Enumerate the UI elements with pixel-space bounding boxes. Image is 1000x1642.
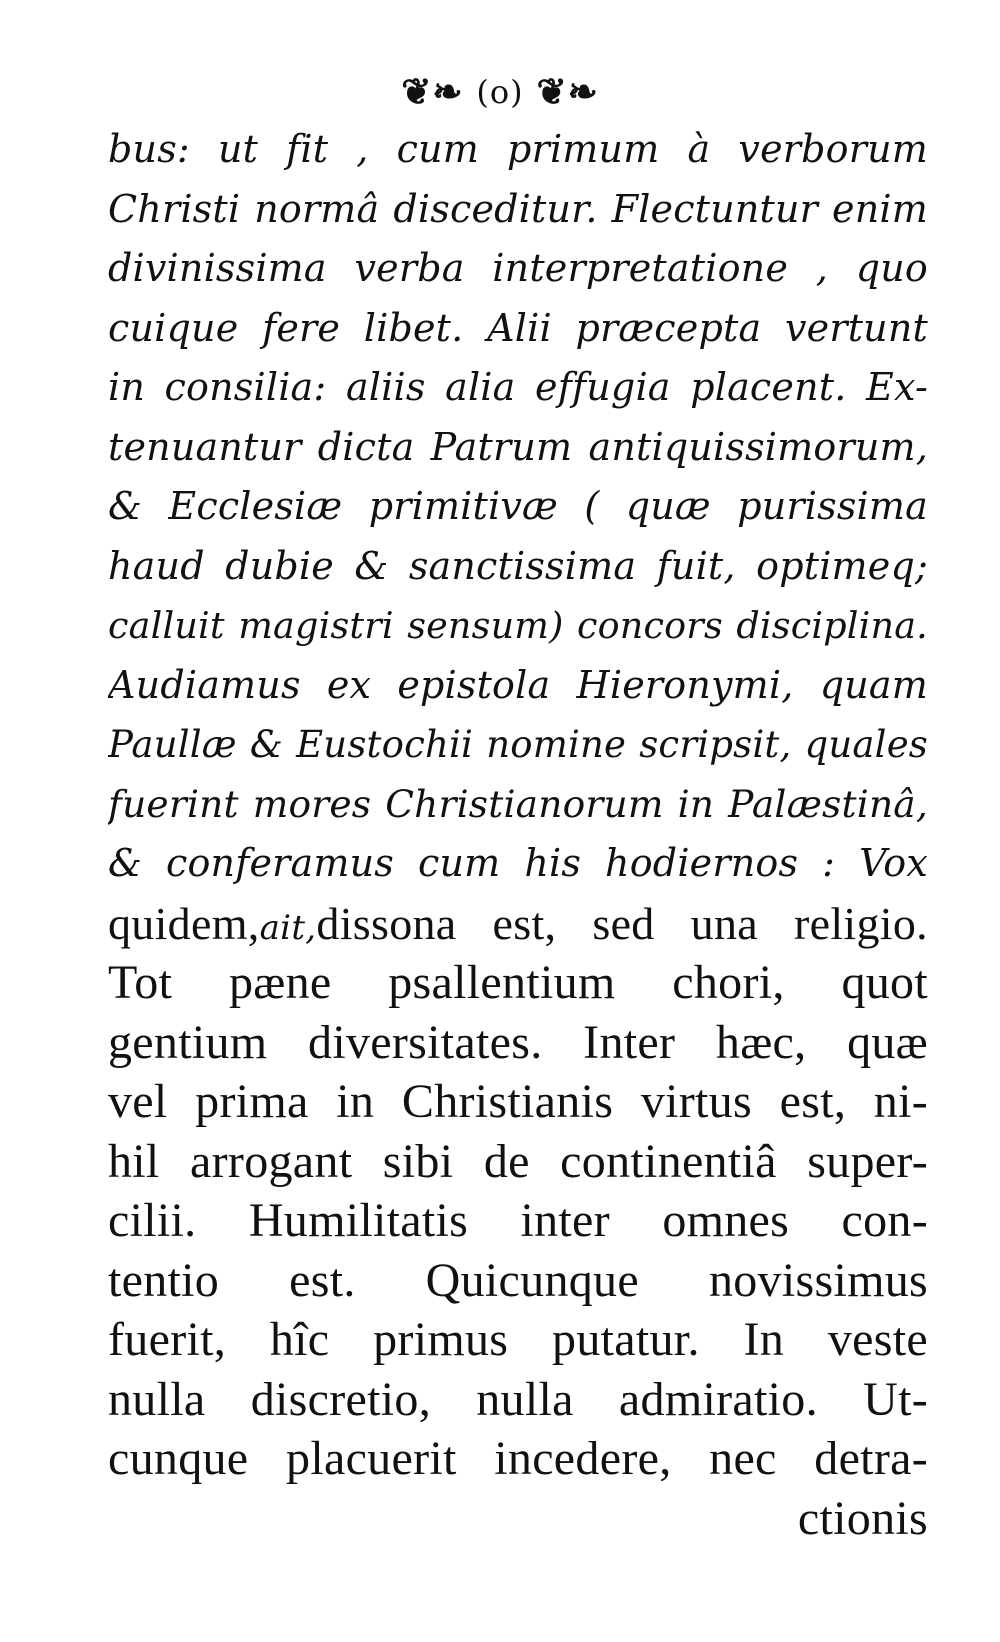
- mixed-block: [108, 894, 928, 954]
- text-line: vel prima in Christianis virtus est, ni-: [108, 1075, 928, 1128]
- catchword: ctionis: [797, 1491, 928, 1545]
- text-line: Christi normâ disceditur. Flectuntur enim: [108, 186, 928, 231]
- text-fragment: quidem,: [108, 897, 260, 949]
- italic-block: [108, 120, 928, 894]
- text-line: Paullæ & Eustochii nomine scripsit, quales: [108, 723, 928, 766]
- ornament-left-icon: ❦❧: [401, 71, 464, 113]
- text-line: cunque placuerit incedere, nec detra-: [108, 1432, 928, 1485]
- text-line: cuique fere libet. Alii præcepta vertunt: [108, 305, 928, 350]
- text-line: Audiamus ex epistola Hieronymi, quam: [108, 662, 928, 707]
- text-line: & conferamus cum his hodiernos : Vox: [108, 841, 928, 885]
- text-line: [108, 894, 928, 954]
- text-line: bus: ut fit , cum primum à verborum: [108, 127, 928, 171]
- text-line: & Ecclesiæ primitivæ ( quæ purissima: [108, 484, 928, 528]
- text-line: fuerit, hîc primus putatur. In veste: [108, 1313, 928, 1366]
- body-text: [108, 120, 928, 1548]
- text-line: tentio est. Quicunque novissimus: [108, 1253, 928, 1307]
- text-line: gentium diversitates. Inter hæc, quæ: [108, 1015, 928, 1069]
- text-line: hil arrogant sibi de continentiâ super-: [108, 1134, 928, 1188]
- text-line: Tot pæne psallentium chori, quot: [108, 956, 928, 1009]
- text-line: cilii. Humilitatis inter omnes con-: [108, 1194, 928, 1247]
- text-line: fuerint mores Christianorum in Palæstinâ,: [108, 781, 928, 826]
- text-fragment: dissona est, sed una religio.: [316, 897, 928, 949]
- text-line: tenuantur dicta Patrum antiquissimorum,: [108, 424, 928, 469]
- running-header: [0, 70, 1000, 113]
- text-line: nulla discretio, nulla admiratio. Ut-: [108, 1372, 928, 1426]
- ornament-right-icon: ❦❧: [536, 71, 599, 113]
- roman-block: [108, 953, 928, 1548]
- text-line: divinissima verba interpretatione , quo: [108, 246, 928, 290]
- page-number: (o): [476, 73, 524, 111]
- text-line: in consilia: aliis alia effugia placent. Ex-: [108, 365, 928, 409]
- text-line: haud dubie & sanctissima fuit, optimeq;: [108, 543, 928, 588]
- text-line: calluit magistri sensum) concors disciplina.: [108, 604, 928, 647]
- text-fragment-italic: ait,: [259, 907, 317, 948]
